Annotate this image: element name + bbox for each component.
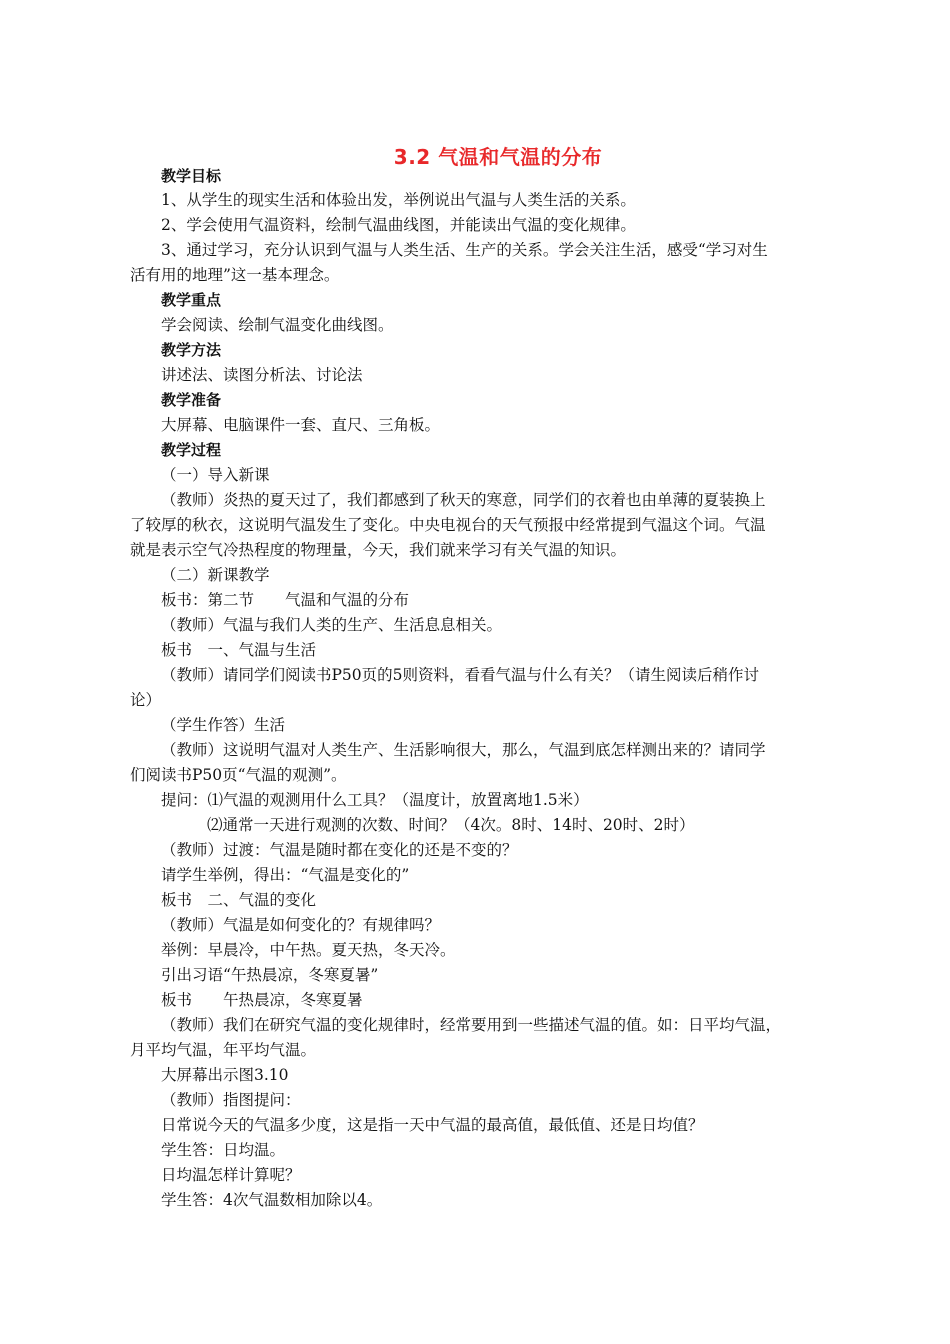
section-heading: 教学重点 bbox=[161, 291, 222, 309]
body-text-line: 2、学会使用气温资料，绘制气温曲线图，并能读出气温的变化规律。 bbox=[161, 216, 636, 234]
body-text-line: 日常说今天的气温多少度，这是指一天中气温的最高值，最低值、还是日均值？ bbox=[161, 1116, 704, 1134]
body-text-line: （学生作答）生活 bbox=[161, 716, 286, 734]
body-text-line: （教师）请同学们阅读书P50页的5则资料，看看气温与什么有关？（请生阅读后稍作讨 bbox=[161, 666, 760, 684]
body-text-line: （教师）气温与我们人类的生产、生活息息相关。 bbox=[161, 616, 503, 634]
body-text-line: ⑵通常一天进行观测的次数、时间？（4次。8时、14时、20时、2时） bbox=[207, 816, 695, 834]
body-text-line: （教师）炎热的夏天过了，我们都感到了秋天的寒意，同学们的衣着也由单薄的夏装换上 bbox=[161, 491, 766, 509]
body-text-line: 了较厚的秋衣，这说明气温发生了变化。中央电视台的天气预报中经常提到气温这个词。气温 bbox=[130, 516, 766, 534]
body-text-line: 学生答：日均温。 bbox=[161, 1141, 286, 1159]
body-text-line: 大屏幕出示图3.10 bbox=[161, 1066, 289, 1084]
section-heading: 教学过程 bbox=[161, 441, 222, 459]
body-text-line: 引出习语“午热晨凉，冬寒夏暑” bbox=[161, 966, 379, 984]
section-heading: 教学目标 bbox=[161, 167, 222, 185]
body-text-line: 就是表示空气冷热程度的物理量，今天，我们就来学习有关气温的知识。 bbox=[130, 541, 627, 559]
body-text-line: 板书 午热晨凉，冬寒夏暑 bbox=[161, 991, 363, 1009]
body-text-line: 1、从学生的现实生活和体验出发，举例说出气温与人类生活的关系。 bbox=[161, 191, 636, 209]
body-text-line: 请学生举例，得出：“气温是变化的” bbox=[161, 866, 410, 884]
body-text-line: 学会阅读、绘制气温变化曲线图。 bbox=[161, 316, 394, 334]
body-text-line: （二）新课教学 bbox=[161, 566, 270, 584]
body-text-line: 讲述法、读图分析法、讨论法 bbox=[161, 366, 363, 384]
body-text-line: （教师）指图提问： bbox=[161, 1091, 301, 1109]
body-text-line: 们阅读书P50页“气温的观测”。 bbox=[130, 766, 347, 784]
body-text-line: 大屏幕、电脑课件一套、直尺、三角板。 bbox=[161, 416, 441, 434]
body-text-line: 论） bbox=[130, 691, 162, 709]
body-text-line: 举例：早晨冷，中午热。夏天热，冬天冷。 bbox=[161, 941, 456, 959]
body-text-line: 日均温怎样计算呢？ bbox=[161, 1166, 301, 1184]
body-text-line: （教师）气温是如何变化的？有规律吗？ bbox=[161, 916, 441, 934]
section-heading: 教学准备 bbox=[161, 391, 222, 409]
body-text-line: （一）导入新课 bbox=[161, 466, 270, 484]
body-text-line: （教师）我们在研究气温的变化规律时，经常要用到一些描述气温的值。如：日平均气温， bbox=[161, 1016, 782, 1034]
body-text-line: 活有用的地理”这一基本理念。 bbox=[130, 266, 340, 284]
body-text-line: 月平均气温，年平均气温。 bbox=[130, 1041, 317, 1059]
body-text-line: 板书：第二节 气温和气温的分布 bbox=[161, 591, 410, 609]
body-text-line: 板书 二、气温的变化 bbox=[161, 891, 317, 909]
body-text-line: （教师）过渡：气温是随时都在变化的还是不变的？ bbox=[161, 841, 518, 859]
body-text-line: 提问：⑴气温的观测用什么工具？（温度计，放置离地1.5米） bbox=[161, 791, 589, 809]
body-text-line: （教师）这说明气温对人类生产、生活影响很大，那么，气温到底怎样测出来的？请同学 bbox=[161, 741, 766, 759]
document-title: 3.2 气温和气温的分布 bbox=[393, 145, 603, 169]
section-heading: 教学方法 bbox=[161, 341, 222, 359]
body-text-line: 板书 一、气温与生活 bbox=[161, 641, 317, 659]
body-text-line: 3、通过学习，充分认识到气温与人类生活、生产的关系。学会关注生活，感受“学习对生 bbox=[161, 241, 768, 259]
body-text-line: 学生答：4次气温数相加除以4。 bbox=[161, 1191, 383, 1209]
